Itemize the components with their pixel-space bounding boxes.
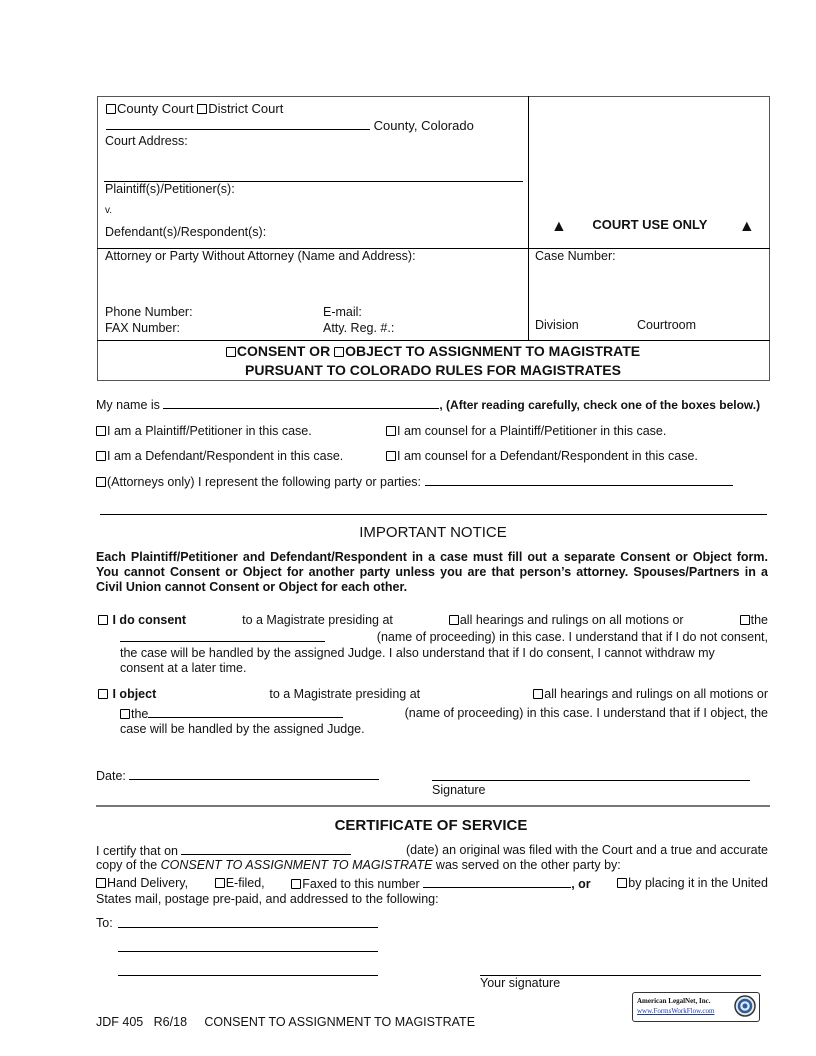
publisher-url: www.FormsWorkFlow.com bbox=[637, 1007, 715, 1015]
consent-line2 bbox=[120, 630, 768, 644]
consent-checkbox[interactable] bbox=[98, 615, 108, 625]
certificate-line2b: was served on the other party by: bbox=[435, 858, 621, 872]
county-court-checkbox[interactable] bbox=[106, 104, 116, 114]
signature-label: Signature bbox=[432, 783, 486, 797]
consent-text-b: all hearings and rulings on all motions or bbox=[459, 613, 684, 627]
county-name-field[interactable] bbox=[106, 118, 370, 130]
plaintiff-option bbox=[96, 424, 312, 438]
object-line1 bbox=[98, 687, 768, 701]
certificate-heading: CERTIFICATE OF SERVICE bbox=[334, 817, 528, 834]
filing-date-field[interactable] bbox=[181, 843, 351, 855]
up-triangle-icon: ▲ bbox=[738, 218, 755, 235]
counsel-plaintiff-checkbox[interactable] bbox=[386, 426, 396, 436]
certificate-line1b: (date) an original was filed with the Court and a true and accurate bbox=[405, 843, 768, 857]
important-notice-text: Each Plaintiff/Petitioner and Defendant/Respondent in a case must fill out a separate Consent or Object form. You cannot Consent or Object for another party unless you are that person’s attorney. Spouses/Partners in a Civil Union cannot Consent or Object for each other. bbox=[96, 550, 768, 594]
address-line-1[interactable] bbox=[118, 927, 378, 928]
plaintiff-label: I am a Plaintiff/Petitioner in this case. bbox=[107, 424, 312, 438]
courtroom-label: Courtroom bbox=[637, 318, 697, 332]
form-title-line2: PURSUANT TO COLORADO RULES FOR MAGISTRATES bbox=[245, 362, 621, 378]
court-use-only-row bbox=[551, 217, 755, 236]
district-court-checkbox[interactable] bbox=[197, 104, 207, 114]
important-notice-heading: IMPORTANT NOTICE bbox=[359, 524, 507, 541]
date-field[interactable] bbox=[129, 768, 379, 780]
defendants-label: Defendant(s)/Respondent(s): bbox=[105, 225, 267, 239]
defendant-option bbox=[96, 449, 343, 463]
defendant-checkbox[interactable] bbox=[96, 451, 106, 461]
district-court-label: District Court bbox=[208, 101, 284, 116]
counsel-plaintiff-option bbox=[386, 424, 666, 438]
consent-line4: consent at a later time. bbox=[120, 661, 247, 675]
division-label: Division bbox=[535, 318, 579, 332]
object-text-c: the bbox=[131, 707, 149, 721]
publisher-name: American LegalNet, Inc. bbox=[637, 997, 711, 1005]
object-proceeding-checkbox[interactable] bbox=[120, 709, 130, 719]
globe-icon bbox=[733, 994, 757, 1018]
phone-label: Phone Number: bbox=[105, 305, 193, 319]
certificate-line4: States mail, postage pre-paid, and addressed to the following: bbox=[96, 892, 439, 906]
object-title-checkbox[interactable] bbox=[334, 347, 344, 357]
attorneys-only-label: (Attorneys only) I represent the following party or parties: bbox=[107, 475, 422, 489]
attorneys-only-option bbox=[96, 474, 733, 489]
to-label: To: bbox=[96, 916, 113, 930]
mail-checkbox[interactable] bbox=[617, 878, 627, 888]
certificate-line2 bbox=[96, 858, 621, 872]
email-label: E-mail: bbox=[323, 305, 362, 319]
consent-text-a: to a Magistrate presiding at bbox=[242, 613, 393, 627]
address-line-3[interactable] bbox=[118, 975, 378, 976]
publisher-logo[interactable] bbox=[632, 992, 760, 1022]
object-text-b: all hearings and rulings on all motions or bbox=[544, 687, 768, 701]
signature-line[interactable] bbox=[432, 780, 750, 781]
object-text-d: (name of proceeding) in this case. I understand that if I object, the bbox=[404, 706, 768, 720]
attorney-label: Attorney or Party Without Attorney (Name and Address): bbox=[105, 249, 416, 263]
consent-text-d: (name of proceeding) in this case. I understand that if I do not consent, bbox=[376, 630, 768, 644]
hand-delivery-checkbox[interactable] bbox=[96, 878, 106, 888]
title-object: OBJECT TO ASSIGNMENT TO MAGISTRATE bbox=[345, 343, 641, 359]
county-court-label: County Court bbox=[117, 101, 194, 116]
object-line2 bbox=[120, 706, 768, 721]
consent-line1 bbox=[98, 613, 768, 627]
certificate-line1a: I certify that on bbox=[96, 844, 178, 858]
form-id-footer: JDF 405 R6/18 CONSENT TO ASSIGNMENT TO MAGISTRATE bbox=[96, 1015, 476, 1029]
county-row bbox=[106, 118, 474, 133]
consent-all-hearings-checkbox[interactable] bbox=[449, 615, 459, 625]
my-name-row bbox=[96, 397, 760, 412]
certificate-line2a: copy of the bbox=[96, 858, 158, 872]
mail-label: by placing it in the United bbox=[628, 876, 768, 890]
court-address-label: Court Address: bbox=[105, 134, 188, 148]
versus-label: v. bbox=[105, 205, 113, 216]
certificate-form-name: CONSENT TO ASSIGNMENT TO MAGISTRATE bbox=[160, 858, 433, 872]
counsel-defendant-option bbox=[386, 449, 698, 463]
service-method-row bbox=[96, 876, 768, 891]
object-text-a: to a Magistrate presiding at bbox=[269, 687, 421, 701]
consent-title-checkbox[interactable] bbox=[226, 347, 236, 357]
efiled-checkbox[interactable] bbox=[215, 878, 225, 888]
certificate-line1 bbox=[96, 843, 768, 858]
my-name-label: My name is bbox=[96, 398, 160, 412]
counsel-defendant-checkbox[interactable] bbox=[386, 451, 396, 461]
attorneys-only-checkbox[interactable] bbox=[96, 477, 106, 487]
faxed-checkbox[interactable] bbox=[291, 879, 301, 889]
consent-text-c: the bbox=[750, 613, 768, 627]
object-line3: case will be handled by the assigned Judge. bbox=[120, 722, 365, 736]
efiled-label: E-filed, bbox=[225, 876, 265, 890]
your-signature-label: Your signature bbox=[480, 976, 561, 990]
counsel-plaintiff-label: I am counsel for a Plaintiff/Petitioner in this case. bbox=[397, 424, 667, 438]
object-checkbox[interactable] bbox=[98, 689, 108, 699]
object-proceeding-field[interactable] bbox=[148, 706, 343, 718]
date-row bbox=[96, 768, 379, 783]
up-triangle-icon: ▲ bbox=[551, 218, 567, 235]
section-separator bbox=[96, 805, 770, 807]
date-label: Date: bbox=[96, 769, 126, 783]
consent-proceeding-checkbox[interactable] bbox=[740, 615, 750, 625]
caption-vertical-divider bbox=[528, 96, 529, 341]
form-title-line1 bbox=[0, 343, 816, 359]
case-number-label: Case Number: bbox=[535, 249, 616, 263]
county-colorado-label: County, Colorado bbox=[373, 118, 474, 133]
consent-bold-label: I do consent bbox=[112, 613, 187, 627]
consent-line3: the case will be handled by the assigned Judge. I also understand that if I do consent, I cannot withdraw my bbox=[120, 646, 715, 660]
object-bold-label: I object bbox=[112, 687, 157, 701]
fax-number-field[interactable] bbox=[423, 876, 571, 888]
object-all-hearings-checkbox[interactable] bbox=[533, 689, 543, 699]
caption-divider-2 bbox=[97, 340, 770, 341]
plaintiffs-label: Plaintiff(s)/Petitioner(s): bbox=[105, 182, 235, 196]
court-use-only-label: COURT USE ONLY bbox=[592, 217, 708, 232]
atty-reg-label: Atty. Reg. #.: bbox=[323, 321, 395, 335]
counsel-defendant-label: I am counsel for a Defendant/Respondent in this case. bbox=[397, 449, 698, 463]
court-type-row bbox=[106, 101, 283, 116]
plaintiff-checkbox[interactable] bbox=[96, 426, 106, 436]
fax-label: FAX Number: bbox=[105, 321, 181, 335]
parties-represented-line[interactable] bbox=[100, 514, 767, 515]
or-label: , or bbox=[571, 877, 591, 891]
defendant-label: I am a Defendant/Respondent in this case. bbox=[107, 449, 344, 463]
hand-delivery-label: Hand Delivery, bbox=[107, 876, 189, 890]
faxed-label: Faxed to this number bbox=[302, 877, 420, 891]
after-reading-note: , (After reading carefully, check one of the boxes below.) bbox=[439, 398, 761, 412]
title-consent: CONSENT OR bbox=[236, 343, 331, 359]
parties-represented-field[interactable] bbox=[425, 474, 733, 486]
address-line-2[interactable] bbox=[118, 951, 378, 952]
my-name-field[interactable] bbox=[163, 397, 439, 409]
consent-proceeding-field[interactable] bbox=[120, 630, 325, 642]
